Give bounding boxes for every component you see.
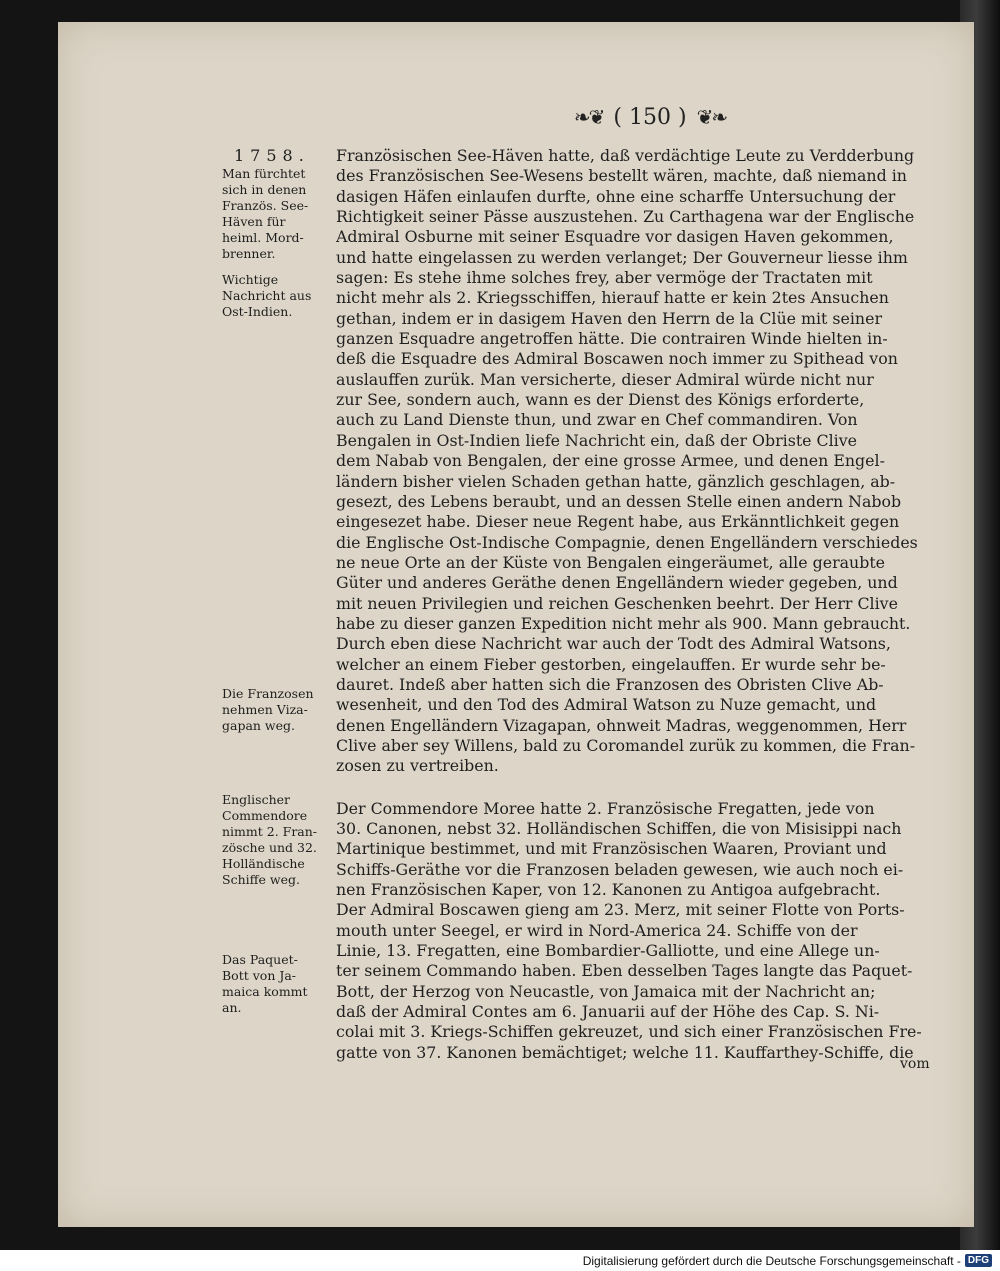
text-line: dauret. Indeß aber hatten sich die Franzosen des Obristen Clive Ab- bbox=[336, 674, 884, 694]
text-line: gatte von 37. Kanonen bemächtiget; welche 11. Kauffarthey-Schiffe, die bbox=[336, 1042, 914, 1062]
text-line: ter seinem Commando haben. Eben desselben Tages langte das Paquet- bbox=[336, 961, 913, 981]
text-line: nen Französischen Kaper, von 12. Kanonen zu Antigoa aufgebracht. bbox=[336, 880, 881, 900]
text-line: daß der Admiral Contes am 6. Januarii auf der Höhe des Cap. S. Ni- bbox=[336, 1002, 880, 1022]
text-line: habe zu dieser ganzen Expedition nicht mehr als 900. Mann gebraucht. bbox=[336, 613, 911, 633]
text-line: auch zu Land Dienste thun, und zwar en Chef commandiren. Von bbox=[336, 410, 858, 430]
text-line: welcher an einem Fieber gestorben, eingelauffen. Er wurde sehr be- bbox=[336, 654, 886, 674]
text-line: Clive aber sey Willens, bald zu Coromandel zurük zu kommen, die Fran- bbox=[336, 735, 916, 755]
text-line: Richtigkeit seiner Pässe auszustehen. Zu Carthagena war der Englische bbox=[336, 207, 915, 227]
margin-note: Englischer Commendore nimmt 2. Fran- zösche und 32. Holländische Schiffe weg. bbox=[222, 792, 318, 887]
text-line: auslauffen zurük. Man versicherte, dieser Admiral würde nicht nur bbox=[336, 369, 874, 389]
page-header bbox=[540, 100, 760, 134]
margin-note: Wichtige Nachricht aus Ost-Indien. bbox=[222, 272, 312, 319]
text-line: Der Commendore Moree hatte 2. Französische Fregatten, jede von bbox=[336, 798, 875, 818]
page-number: ( 150 ) bbox=[613, 104, 687, 130]
text-line: zosen zu vertreiben. bbox=[336, 756, 499, 776]
text-line: des Französischen See-Wesens bestellt wären, machte, daß niemand in bbox=[336, 166, 907, 186]
text-line: dasigen Häfen einlaufen durfte, ohne eine scharffe Untersuchung der bbox=[336, 186, 896, 206]
margin-note: Man fürchtet sich in denen Französ. See- Häven für heiml. Mord- brenner. bbox=[222, 166, 309, 261]
text-line: Der Admiral Boscawen gieng am 23. Merz, mit seiner Flotte von Ports- bbox=[336, 900, 905, 920]
text-line: ne neue Orte an der Küste von Bengalen eingeräumet, alle geraubte bbox=[336, 552, 886, 572]
text-line: Bengalen in Ost-Indien liefe Nachricht ein, daß der Obriste Clive bbox=[336, 430, 858, 450]
text-line: mit neuen Privilegien und reichen Geschenken beehrt. Der Herr Clive bbox=[336, 593, 898, 613]
text-line: die Englische Ost-Indische Compagnie, denen Engelländern verschiedes bbox=[336, 532, 918, 552]
text-line: colai mit 3. Kriegs-Schiffen gekreuzet, und sich einer Französischen Fre- bbox=[336, 1022, 922, 1042]
text-line: sagen: Es stehe ihme solches frey, aber vermöge der Tractaten mit bbox=[336, 268, 873, 288]
margin-note: Die Franzosen nehmen Viza- gapan weg. bbox=[222, 686, 314, 733]
digitization-footer bbox=[0, 1250, 1000, 1271]
text-line: zur See, sondern auch, wann es der Dienst des Königs erforderte, bbox=[336, 390, 865, 410]
text-line: mouth unter Seegel, er wird in Nord-America 24. Schiffe von der bbox=[336, 920, 858, 940]
text-line: eingesezet habe. Dieser neue Regent habe, aus Erkänntlichkeit gegen bbox=[336, 512, 900, 532]
text-line: und hatte eingelassen zu werden verlanget; Der Gouverneur liesse ihm bbox=[336, 247, 908, 267]
text-line: deß die Esquadre des Admiral Boscawen noch immer zu Spithead von bbox=[336, 349, 898, 369]
text-line: Durch eben diese Nachricht war auch der Todt des Admiral Watsons, bbox=[336, 634, 891, 654]
text-line: Admiral Osburne mit seiner Esquadre vor dasigen Haven gekommen, bbox=[336, 227, 894, 247]
main-text bbox=[336, 146, 962, 1063]
paragraph bbox=[336, 799, 962, 1063]
text-line: denen Engelländern Vizagapan, ohnweit Madras, weggenommen, Herr bbox=[336, 715, 907, 735]
text-line: Martinique bestimmet, und mit Französischen Waaren, Proviant und bbox=[336, 839, 887, 859]
text-line: dem Nabab von Bengalen, der eine grosse Armee, und denen Engel- bbox=[336, 451, 885, 471]
text-line: 30. Canonen, nebst 32. Holländischen Schiffen, die von Misisippi nach bbox=[336, 819, 902, 838]
text-line: Schiffs-Geräthe vor die Franzosen beladen gewesen, wie auch noch ei- bbox=[336, 859, 904, 879]
text-line: ganzen Esquadre angetroffen hätte. Die contrairen Winde hielten in- bbox=[336, 329, 888, 349]
ornament-right-icon: ❦❧ bbox=[696, 105, 727, 129]
text-line: gethan, indem er in dasigem Haven den Herrn de la Clüe mit seiner bbox=[336, 308, 883, 328]
text-line: nicht mehr als 2. Kriegsschiffen, hierauf hatte er kein 2tes Ansuchen bbox=[336, 288, 889, 308]
footer-credit: Digitalisierung gefördert durch die Deutsche Forschungsgemeinschaft - bbox=[582, 1253, 961, 1268]
text-line: gesezt, des Lebens beraubt, und an dessen Stelle einen andern Nabob bbox=[336, 491, 902, 511]
text-line: ländern bisher vielen Schaden gethan hatte, gänzlich geschlagen, ab- bbox=[336, 471, 896, 491]
ornament-left-icon: ❧❦ bbox=[573, 105, 604, 129]
year-marginal: 1758. bbox=[234, 146, 310, 165]
catchword: vom bbox=[900, 1056, 930, 1072]
text-line: wesenheit, und den Tod des Admiral Watson zu Nuze gemacht, und bbox=[336, 695, 877, 715]
text-line: Linie, 13. Fregatten, eine Bombardier-Galliotte, und eine Allege un- bbox=[336, 941, 880, 961]
dfg-logo-icon: DFG bbox=[965, 1254, 992, 1267]
text-line: Bott, der Herzog von Neucastle, von Jamaica mit der Nachricht an; bbox=[336, 981, 876, 1001]
paragraph bbox=[336, 146, 962, 777]
text-line: Güter und anderes Geräthe denen Engelländern wieder gegeben, und bbox=[336, 573, 898, 593]
text-line: Französischen See-Häven hatte, daß verdächtige Leute zu Verdderbung bbox=[336, 146, 915, 165]
margin-note: Das Paquet- Bott von Ja- maica kommt an. bbox=[222, 952, 308, 1015]
